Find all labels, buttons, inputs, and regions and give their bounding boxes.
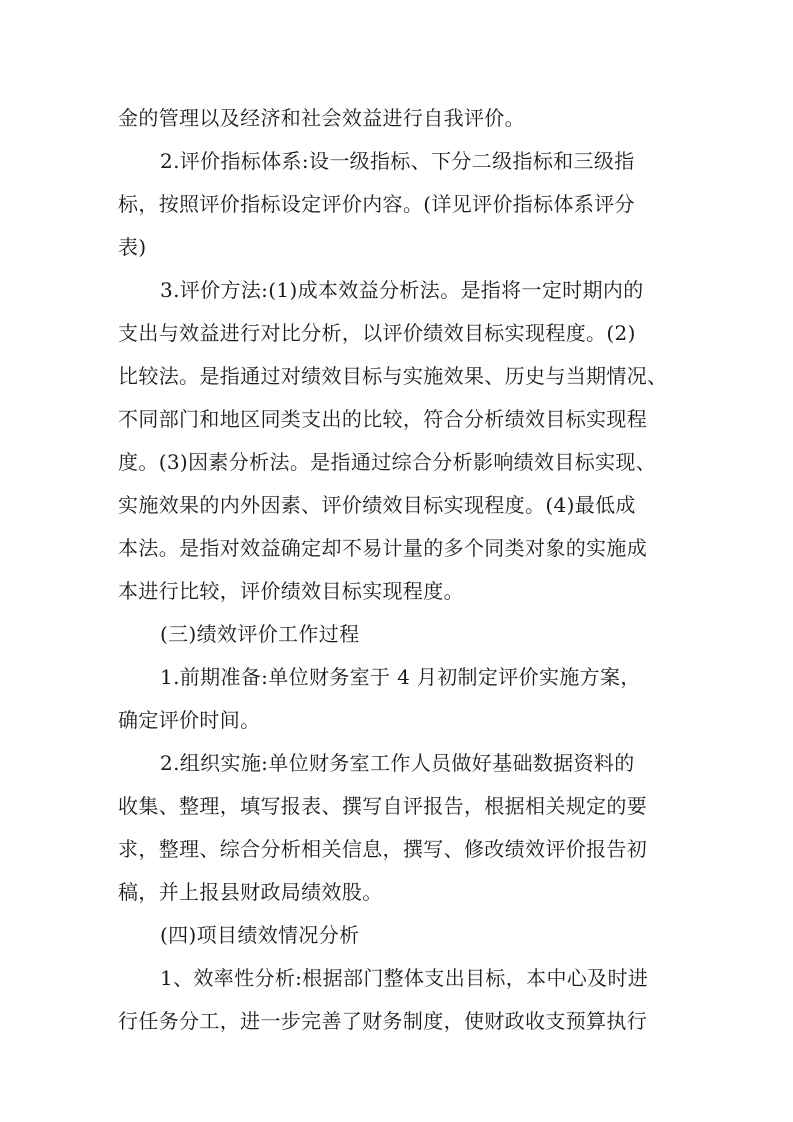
text-line: 1.前期准备:单位财务室于 4 月初制定评价实施方案，	[160, 665, 641, 689]
text-line: 2.评价指标体系:设一级指标、下分二级指标和三级指	[160, 149, 635, 173]
section-heading: (四)项目绩效情况分析	[160, 923, 360, 947]
text-line: 本进行比较，评价绩效目标实现程度。	[118, 579, 464, 603]
text-line: 稿，并上报县财政局绩效股。	[118, 880, 383, 904]
text-line: 标，按照评价指标设定评价内容。(详见评价指标体系评分	[118, 192, 635, 216]
text-line: 1、效率性分析:根据部门整体支出目标，本中心及时进	[160, 966, 649, 990]
text-line: 本法。是指对效益确定却不易计量的多个同类对象的实施成	[118, 536, 648, 560]
text-line: 确定评价时间。	[118, 708, 261, 732]
text-line: 支出与效益进行对比分析，以评价绩效目标实现程度。(2)	[118, 321, 636, 345]
text-line: 表)	[118, 235, 147, 259]
text-line: 求，整理、综合分析相关信息，撰写、修改绩效评价报告初	[118, 837, 648, 861]
text-line: 度。(3)因素分析法。是指通过综合分析影响绩效目标实现、	[118, 450, 657, 474]
text-line: 行任务分工，进一步完善了财务制度，使财政收支预算执行	[118, 1009, 648, 1033]
text-line: 收集、整理，填写报表、撰写自评报告，根据相关规定的要	[118, 794, 648, 818]
text-line: 2.组织实施:单位财务室工作人员做好基础数据资料的	[160, 751, 635, 775]
text-line: 不同部门和地区同类支出的比较，符合分析绩效目标实现程	[118, 407, 648, 431]
text-line: 实施效果的内外因素、评价绩效目标实现程度。(4)最低成	[118, 493, 636, 517]
text-line: 3.评价方法:(1)成本效益分析法。是指将一定时期内的	[160, 278, 644, 302]
section-heading: (三)绩效评价工作过程	[160, 622, 360, 646]
text-line: 金的管理以及经济和社会效益进行自我评价。	[118, 106, 525, 130]
text-line: 比较法。是指通过对绩效目标与实施效果、历史与当期情况、	[118, 364, 668, 388]
